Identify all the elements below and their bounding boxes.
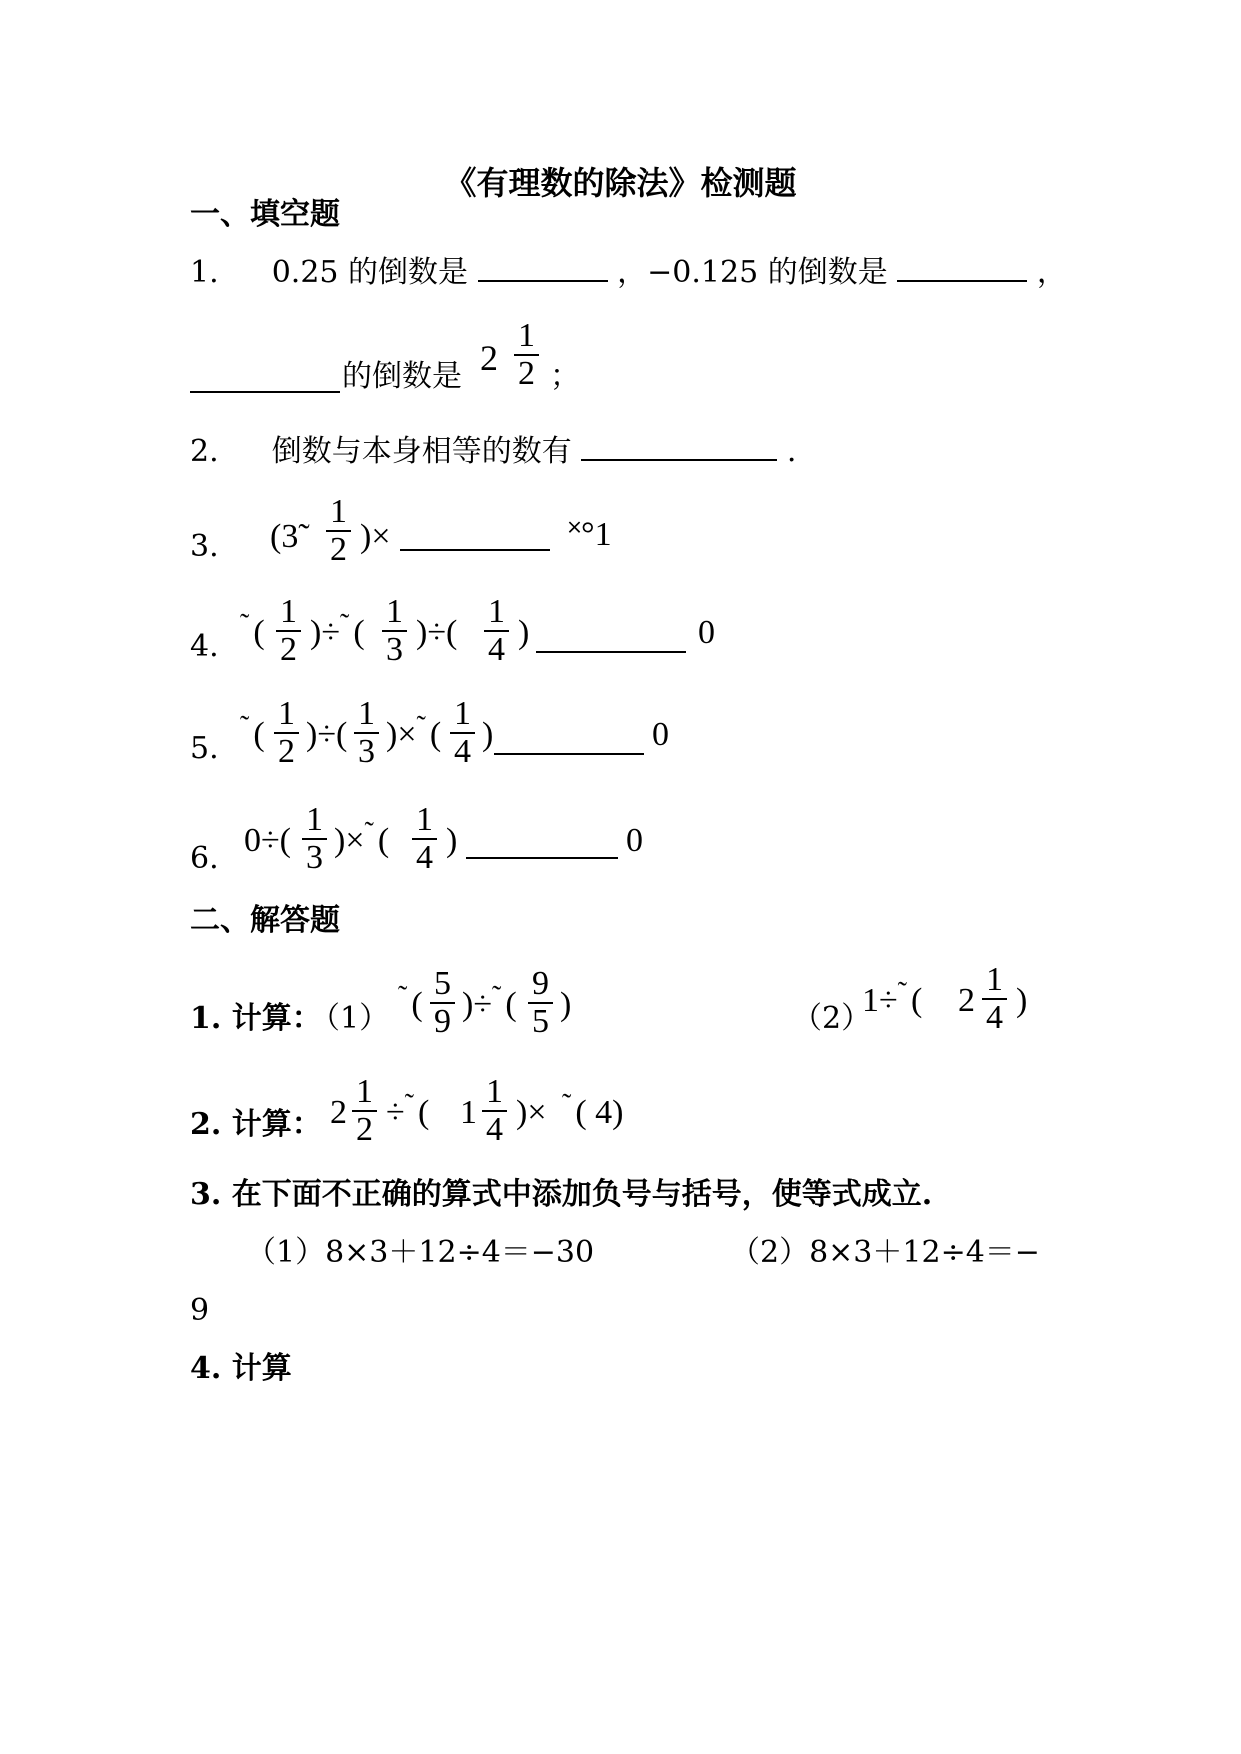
answer-blank[interactable]	[400, 548, 550, 551]
fraction: $\frac{5}{9}$	[426, 966, 459, 1039]
mixed-number-whole: 2	[480, 338, 498, 378]
problem-3-wrap: 9	[190, 1293, 210, 1328]
question-2	[190, 434, 797, 469]
question-text: 0.25 的倒数是	[271, 255, 469, 290]
math-expression: ˜ (	[398, 981, 423, 1023]
fraction: $\frac{1}{2}$	[272, 594, 305, 667]
math-expression: )	[1016, 982, 1028, 1019]
answer-blank[interactable]	[190, 390, 340, 393]
mixed-number-whole: 2	[330, 1094, 347, 1131]
math-expression: ˟°1	[568, 516, 612, 553]
math-expression: )÷(	[416, 614, 458, 651]
math-expression: )	[560, 986, 572, 1023]
fraction: $\frac{1}{4}$	[480, 594, 513, 667]
answer-blank[interactable]	[466, 856, 618, 859]
math-expression: )×	[360, 518, 391, 555]
problem-3-item-1: （1）8×3＋12÷4＝−30	[246, 1235, 595, 1270]
math-expression: )	[446, 822, 458, 859]
answer-blank[interactable]	[536, 650, 686, 653]
math-expression: )÷˜ (	[462, 981, 517, 1023]
question-text: ；	[550, 359, 580, 394]
problem-3-item-2: （2）8×3＋12÷4＝−	[730, 1235, 1040, 1270]
math-expression: )	[482, 716, 494, 753]
question-text: .	[786, 434, 797, 469]
fraction: $\frac{1}{4}$	[408, 802, 441, 875]
question-number: 1.	[190, 255, 219, 290]
math-expression: ˜ (	[240, 711, 265, 753]
page-title: 《有理数的除法》检测题	[444, 164, 797, 202]
math-expression: 0÷(	[244, 822, 291, 859]
question-text: 的倒数是	[342, 359, 462, 394]
math-expression: 0	[698, 614, 715, 651]
mixed-number-whole: 2	[958, 982, 975, 1019]
answer-blank[interactable]	[478, 279, 608, 282]
fraction: $\frac{1}{2}$	[322, 494, 355, 567]
question-text: ，−0.125 的倒数是	[617, 255, 888, 290]
math-expression: ˜ ( 4)	[562, 1089, 624, 1131]
fraction: $\frac{1}{3}$	[350, 696, 383, 769]
mixed-number-fraction: $\frac{1}{2}$	[510, 318, 543, 391]
part-label: （2）	[792, 1001, 872, 1036]
question-1-line-1	[190, 255, 1067, 290]
answer-blank[interactable]	[581, 458, 777, 461]
math-expression: )×˜ (	[334, 817, 390, 859]
math-expression: )	[518, 614, 530, 651]
part-label: （1）	[310, 1001, 390, 1036]
math-expression: )×˜ (	[386, 711, 442, 753]
fraction: $\frac{1}{4}$	[446, 696, 479, 769]
question-text: ，	[1036, 255, 1067, 290]
math-expression: )÷˜ (	[310, 609, 365, 651]
math-expression: ÷˜ (	[386, 1089, 430, 1131]
fraction: $\frac{1}{4}$	[478, 1074, 511, 1147]
math-expression: 1÷˜ (	[862, 977, 923, 1019]
question-number: 5.	[190, 731, 219, 766]
fraction: $\frac{1}{4}$	[978, 962, 1011, 1035]
mixed-number-whole: 1	[460, 1094, 477, 1131]
math-expression: (3̃	[270, 518, 299, 555]
math-expression: 0	[626, 822, 643, 859]
section-heading-fill-blank: 一、填空题	[190, 197, 340, 232]
question-number: 3.	[190, 529, 219, 564]
question-text: 倒数与本身相等的数有	[271, 434, 572, 469]
question-number: 6.	[190, 841, 219, 876]
math-expression: )÷(	[306, 716, 348, 753]
fraction: $\frac{9}{5}$	[524, 966, 557, 1039]
math-expression: 0	[652, 716, 669, 753]
question-number: 2.	[190, 434, 219, 469]
fraction: $\frac{1}{2}$	[270, 696, 303, 769]
question-number: 4.	[190, 629, 219, 664]
math-expression: )×	[516, 1094, 547, 1131]
problem-4: 4. 计算	[190, 1351, 292, 1386]
problem-3: 3. 在下面不正确的算式中添加负号与括号，使等式成立.	[190, 1177, 933, 1212]
answer-blank[interactable]	[897, 279, 1027, 282]
fraction: $\frac{1}{3}$	[378, 594, 411, 667]
fraction: $\frac{1}{2}$	[348, 1074, 381, 1147]
problem-label: 1. 计算：	[190, 1001, 322, 1036]
math-expression: ˜ (	[240, 609, 265, 651]
fraction: $\frac{1}{3}$	[298, 802, 331, 875]
section-heading-answer: 二、解答题	[190, 903, 340, 938]
problem-label: 2. 计算：	[190, 1107, 322, 1142]
answer-blank[interactable]	[494, 752, 644, 755]
